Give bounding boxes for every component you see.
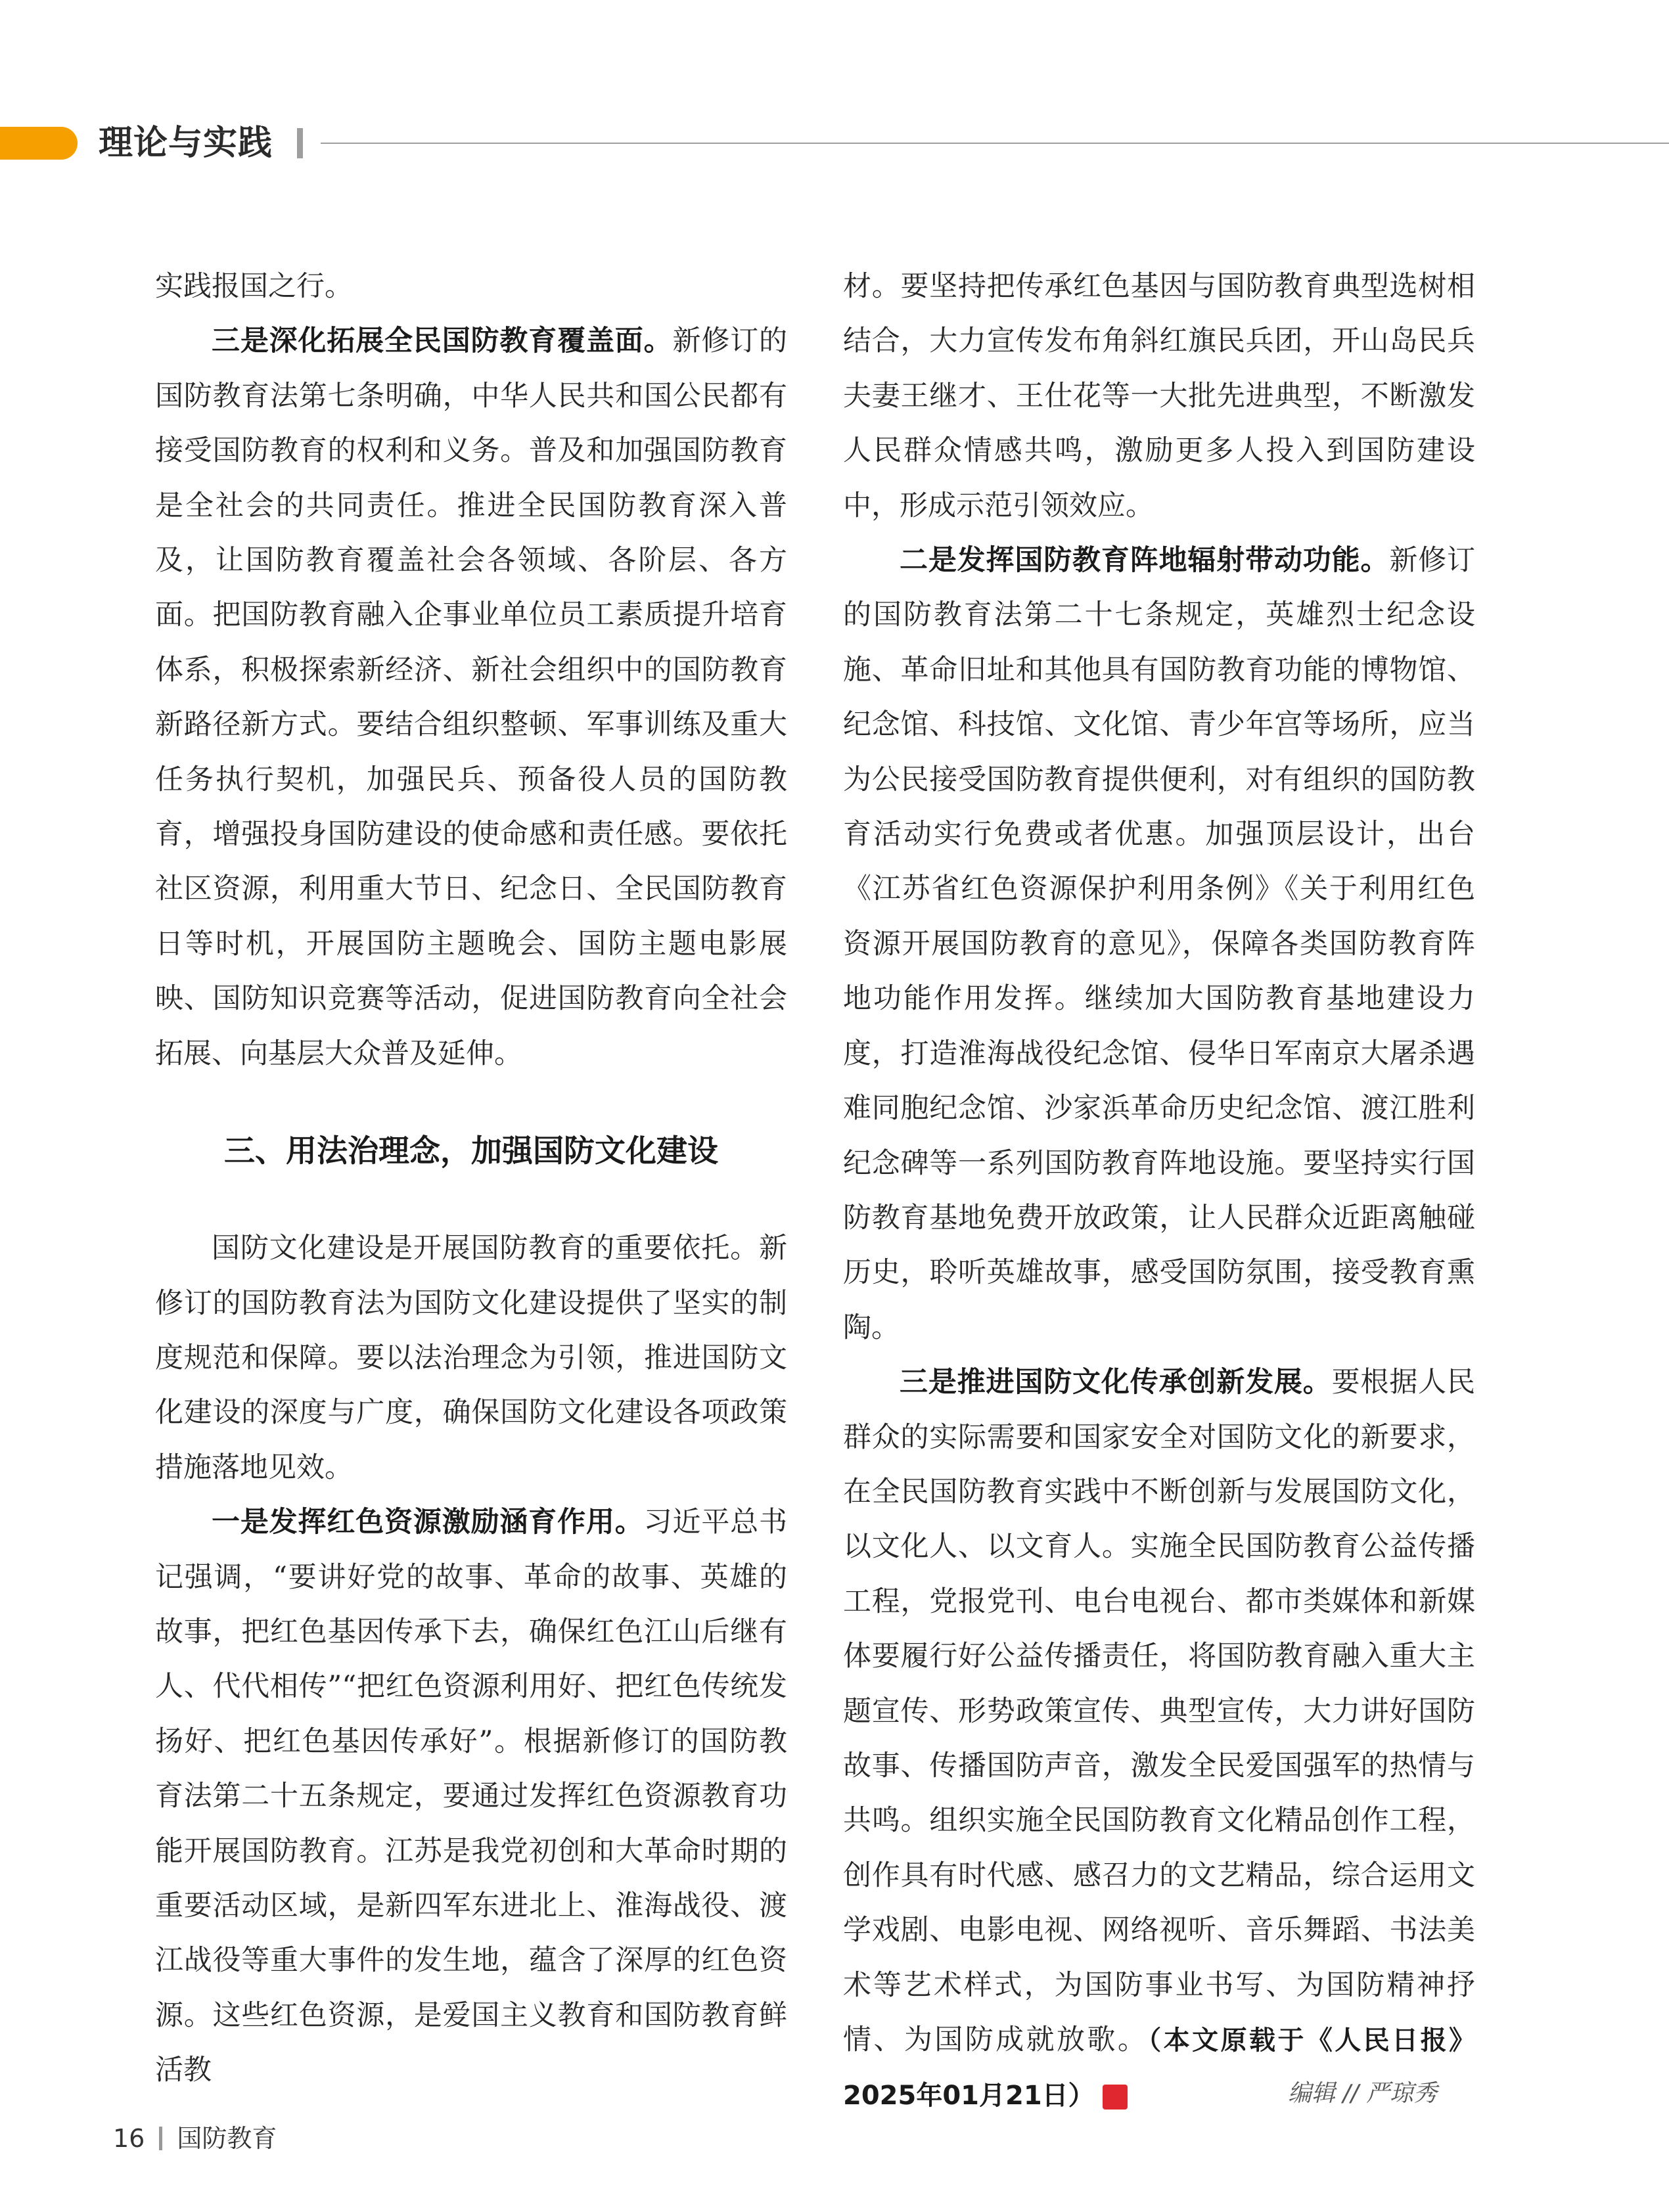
paragraph: 材。要坚持把传承红色基因与国防教育典型选树相结合，大力宣传发布角斜红旗民兵团，开山岛民兵夫妻王继才、王仕花等一大批先进典型，不断激发人民群众情感共鸣，激励更多人投入到国防建设中，形成示范引领效应。 bbox=[843, 270, 1475, 522]
section-heading: 三、用法治理念，加强国防文化建设 bbox=[224, 1133, 718, 1170]
section-tab-marker bbox=[0, 127, 78, 160]
paragraph bbox=[843, 533, 1475, 1355]
paragraph bbox=[155, 314, 787, 1081]
header-rule bbox=[321, 143, 1669, 144]
footer-divider bbox=[159, 2127, 162, 2150]
end-mark-icon: G bbox=[1103, 2085, 1128, 2110]
paragraph: 实践报国之行。 bbox=[155, 270, 353, 303]
left-column bbox=[155, 260, 787, 2098]
paragraph-lead: 一是发挥红色资源激励涵育作用。 bbox=[212, 1506, 644, 1539]
editor-credit: 编辑 // 严琼秀 bbox=[1288, 2080, 1438, 2107]
right-column bbox=[843, 260, 1475, 2124]
paragraph bbox=[155, 1495, 787, 2098]
paragraph-text: 要根据人民群众的实际需要和国家安全对国防文化的新要求，在全民国防教育实践中不断创新与发展国防文化，以文化人、以文育人。实施全民国防教育公益传播工程，党报党刊、电台电视台、都市类媒体和新媒体要履行好公益传播责任，将国防教育融入重大主题宣传、形势政策宣传、典型宣传，大力讲好国防故事、传播国防声音，激发全民爱国强军的热情与共鸣。组织实施全民国防教育文化精品创作工程，创作具有时代感、感召力的文艺精品，综合运用文学戏剧、电影电视、网络视听、音乐舞蹈、书法美术等艺术样式，为国防事业书写、为国防精神抒情、为国防成就放歌。 bbox=[843, 1366, 1476, 2056]
source-note: （本文原载于《人民日报》2025年01月21日） bbox=[843, 2025, 1476, 2111]
paragraph-lead: 二是发挥国防教育阵地辐射带动功能。 bbox=[900, 544, 1390, 577]
paragraph-lead: 三是深化拓展全民国防教育覆盖面。 bbox=[212, 325, 673, 358]
section-title: 理论与实践 bbox=[99, 124, 273, 163]
title-divider-bar bbox=[297, 128, 303, 158]
page-header bbox=[0, 122, 1669, 168]
paragraph bbox=[843, 1355, 1475, 2124]
paragraph-text: 习近平总书记强调，“要讲好党的故事、革命的故事、英雄的故事，把红色基因传承下去，确保红色江山后继有人、代代相传”“把红色资源利用好、把红色传统发扬好、把红色基因传承好”。根据新修订的国防教育法第二十五条规定，要通过发挥红色资源教育功能开展国防教育。江苏是我党初创和大革命时期的重要活动区域，是新四军东进北上、淮海战役、渡江战役等重大事件的发生地，蕴含了深厚的红色资源。这些红色资源，是爱国主义教育和国防教育鲜活教 bbox=[155, 1506, 788, 2087]
paragraph-lead: 三是推进国防文化传承创新发展。 bbox=[900, 1366, 1332, 1399]
page-number: 16 bbox=[113, 2123, 145, 2153]
magazine-name: 国防教育 bbox=[177, 2123, 277, 2153]
page-footer bbox=[113, 2119, 277, 2154]
paragraph-text: 新修订的国防教育法第二十七条规定，英雄烈士纪念设施、革命旧址和其他具有国防教育功能的博物馆、纪念馆、科技馆、文化馆、青少年宫等场所，应当为公民接受国防教育提供便利，对有组织的国防教育活动实行免费或者优惠。加强顶层设计，出台《江苏省红色资源保护利用条例》《关于利用红色资源开展国防教育的意见》，保障各类国防教育阵地功能作用发挥。继续加大国防教育基地建设力度，打造淮海战役纪念馆、侵华日军南京大屠杀遇难同胞纪念馆、沙家浜革命历史纪念馆、渡江胜利纪念碑等一系列国防教育阵地设施。要坚持实行国防教育基地免费开放政策，让人民群众近距离触碰历史，聆听英雄故事，感受国防氛围，接受教育熏陶。 bbox=[843, 544, 1476, 1344]
paragraph-text: 新修订的国防教育法第七条明确，中华人民共和国公民都有接受国防教育的权利和义务。普及和加强国防教育是全社会的共同责任。推进全民国防教育深入普及，让国防教育覆盖社会各领域、各阶层、各方面。把国防教育融入企事业单位员工素质提升培育体系，积极探索新经济、新社会组织中的国防教育新路径新方式。要结合组织整顿、军事训练及重大任务执行契机，加强民兵、预备役人员的国防教育，增强投身国防建设的使命感和责任感。要依托社区资源，利用重大节日、纪念日、全民国防教育日等时机，开展国防主题晚会、国防主题电影展映、国防知识竞赛等活动，促进国防教育向全社会拓展、向基层大众普及延伸。 bbox=[155, 325, 788, 1070]
paragraph: 国防文化建设是开展国防教育的重要依托。新修订的国防教育法为国防文化建设提供了坚实的制度规范和保障。要以法治理念为引领，推进国防文化建设的深度与广度，确保国防文化建设各项政策措施落地见效。 bbox=[155, 1232, 787, 1484]
